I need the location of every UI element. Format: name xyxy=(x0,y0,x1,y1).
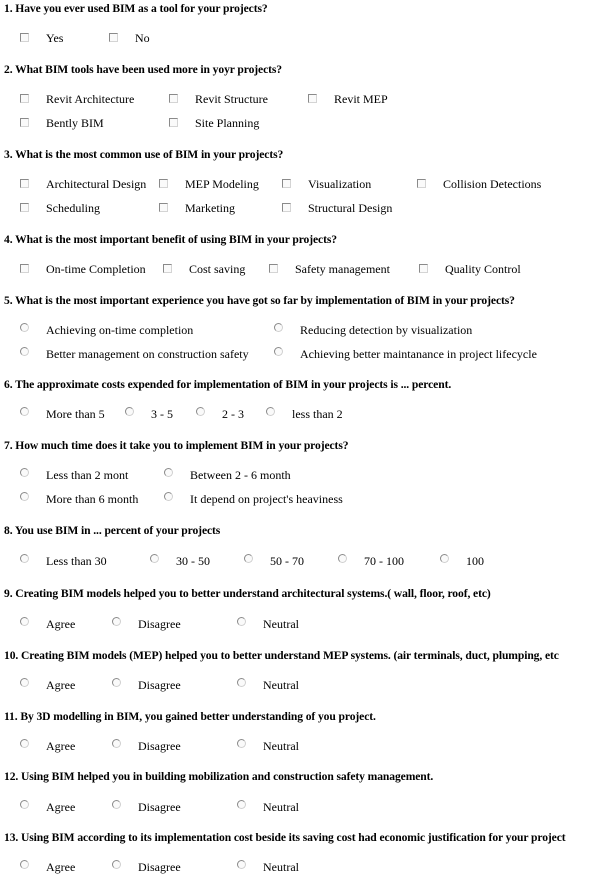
checkbox-icon[interactable] xyxy=(282,203,291,212)
checkbox-q4-safety-management[interactable]: Safety management xyxy=(269,262,390,276)
radio-q8-70-100[interactable]: 70 - 100 xyxy=(338,554,404,568)
radio-q6-less-than-2[interactable]: less than 2 xyxy=(266,407,343,421)
radio-q10-agree[interactable]: Agree xyxy=(20,678,75,692)
radio-q8-less-than-30[interactable]: Less than 30 xyxy=(20,554,107,568)
checkbox-q4-cost-saving[interactable]: Cost saving xyxy=(163,262,245,276)
radio-icon[interactable] xyxy=(20,323,29,332)
question-6-title: 6. The approximate costs expended for implementation of BIM in your projects is ... percent. xyxy=(4,378,452,391)
radio-icon[interactable] xyxy=(20,468,29,477)
radio-q13-neutral[interactable]: Neutral xyxy=(237,860,299,874)
radio-q5-reducing-detection[interactable]: Reducing detection by visualization xyxy=(274,323,472,337)
radio-q7-depends[interactable]: It depend on project's heaviness xyxy=(164,492,343,506)
checkbox-q2-revit-structure[interactable]: Revit Structure xyxy=(169,92,268,106)
checkbox-icon[interactable] xyxy=(20,118,29,127)
question-4-title: 4. What is the most important benefit of using BIM in your projects? xyxy=(4,233,337,246)
question-10-title: 10. Creating BIM models (MEP) helped you to better understand MEP systems. (air terminals, duct, plumping, etc xyxy=(4,649,559,662)
radio-icon[interactable] xyxy=(20,860,29,869)
checkbox-icon[interactable] xyxy=(109,33,118,42)
checkbox-icon[interactable] xyxy=(20,203,29,212)
radio-q11-agree[interactable]: Agree xyxy=(20,739,75,753)
radio-icon[interactable] xyxy=(125,407,134,416)
radio-q9-disagree[interactable]: Disagree xyxy=(112,617,181,631)
radio-q10-disagree[interactable]: Disagree xyxy=(112,678,181,692)
radio-icon[interactable] xyxy=(112,860,121,869)
checkbox-icon[interactable] xyxy=(169,118,178,127)
checkbox-icon[interactable] xyxy=(20,94,29,103)
checkbox-icon[interactable] xyxy=(419,264,428,273)
radio-q6-2-3[interactable]: 2 - 3 xyxy=(196,407,244,421)
radio-q6-more-than-5[interactable]: More than 5 xyxy=(20,407,105,421)
radio-icon[interactable] xyxy=(196,407,205,416)
radio-q11-disagree[interactable]: Disagree xyxy=(112,739,181,753)
radio-icon[interactable] xyxy=(20,678,29,687)
checkbox-q2-site-planning[interactable]: Site Planning xyxy=(169,116,259,130)
checkbox-icon[interactable] xyxy=(308,94,317,103)
checkbox-q3-architectural-design[interactable]: Architectural Design xyxy=(20,177,146,191)
question-8-title: 8. You use BIM in ... percent of your projects xyxy=(4,524,221,537)
radio-icon[interactable] xyxy=(244,554,253,563)
radio-icon[interactable] xyxy=(440,554,449,563)
question-3-title: 3. What is the most common use of BIM in your projects? xyxy=(4,148,284,161)
checkbox-icon[interactable] xyxy=(20,264,29,273)
checkbox-icon[interactable] xyxy=(163,264,172,273)
radio-q5-maintanance[interactable]: Achieving better maintanance in project lifecycle xyxy=(274,347,537,361)
radio-q12-neutral[interactable]: Neutral xyxy=(237,800,299,814)
radio-q6-3-5[interactable]: 3 - 5 xyxy=(125,407,173,421)
radio-q7-more-than-6[interactable]: More than 6 month xyxy=(20,492,138,506)
checkbox-q3-structural-design[interactable]: Structural Design xyxy=(282,201,392,215)
radio-icon[interactable] xyxy=(164,492,173,501)
checkbox-q1-no[interactable]: No xyxy=(109,31,150,45)
radio-icon[interactable] xyxy=(338,554,347,563)
checkbox-q3-scheduling[interactable]: Scheduling xyxy=(20,201,100,215)
radio-icon[interactable] xyxy=(20,739,29,748)
question-5-title: 5. What is the most important experience you have got so far by implementation of BIM in your projects? xyxy=(4,294,515,307)
radio-q8-100[interactable]: 100 xyxy=(440,554,484,568)
radio-icon[interactable] xyxy=(112,800,121,809)
radio-icon[interactable] xyxy=(266,407,275,416)
checkbox-icon[interactable] xyxy=(269,264,278,273)
checkbox-icon[interactable] xyxy=(20,179,29,188)
checkbox-q3-collision-detections[interactable]: Collision Detections xyxy=(417,177,541,191)
checkbox-q3-visualization[interactable]: Visualization xyxy=(282,177,371,191)
radio-icon[interactable] xyxy=(20,407,29,416)
radio-q9-neutral[interactable]: Neutral xyxy=(237,617,299,631)
radio-q7-less-than-2[interactable]: Less than 2 mont xyxy=(20,468,128,482)
radio-q5-safety[interactable]: Better management on construction safety xyxy=(20,347,249,361)
radio-icon[interactable] xyxy=(237,678,246,687)
radio-icon[interactable] xyxy=(237,739,246,748)
radio-icon[interactable] xyxy=(112,617,121,626)
radio-icon[interactable] xyxy=(164,468,173,477)
checkbox-q2-bently-bim[interactable]: Bently BIM xyxy=(20,116,104,130)
radio-icon[interactable] xyxy=(237,800,246,809)
checkbox-q3-mep-modeling[interactable]: MEP Modeling xyxy=(159,177,259,191)
radio-icon[interactable] xyxy=(274,323,283,332)
question-13-title: 13. Using BIM according to its implementation cost beside its saving cost had economic justification for your project xyxy=(4,831,566,844)
question-7-title: 7. How much time does it take you to implement BIM in your projects? xyxy=(4,439,349,452)
checkbox-q4-on-time-completion[interactable]: On-time Completion xyxy=(20,262,146,276)
radio-q12-disagree[interactable]: Disagree xyxy=(112,800,181,814)
radio-icon[interactable] xyxy=(20,554,29,563)
radio-icon[interactable] xyxy=(20,347,29,356)
question-11-title: 11. By 3D modelling in BIM, you gained better understanding of you project. xyxy=(4,710,376,723)
checkbox-icon[interactable] xyxy=(20,33,29,42)
radio-icon[interactable] xyxy=(20,492,29,501)
checkbox-icon[interactable] xyxy=(159,179,168,188)
radio-icon[interactable] xyxy=(20,800,29,809)
radio-icon[interactable] xyxy=(237,860,246,869)
radio-q9-agree[interactable]: Agree xyxy=(20,617,75,631)
question-9-title: 9. Creating BIM models helped you to better understand architectural systems.( wall, floor, roof, etc) xyxy=(4,587,491,600)
radio-q10-neutral[interactable]: Neutral xyxy=(237,678,299,692)
radio-q12-agree[interactable]: Agree xyxy=(20,800,75,814)
question-12-title: 12. Using BIM helped you in building mobilization and construction safety management. xyxy=(4,770,434,783)
radio-q13-disagree[interactable]: Disagree xyxy=(112,860,181,874)
radio-q7-between-2-6[interactable]: Between 2 - 6 month xyxy=(164,468,291,482)
radio-q13-agree[interactable]: Agree xyxy=(20,860,75,874)
radio-q8-50-70[interactable]: 50 - 70 xyxy=(244,554,304,568)
checkbox-q2-revit-architecture[interactable]: Revit Architecture xyxy=(20,92,134,106)
checkbox-icon[interactable] xyxy=(282,179,291,188)
radio-q5-on-time[interactable]: Achieving on-time completion xyxy=(20,323,193,337)
checkbox-q1-yes[interactable]: Yes xyxy=(20,31,63,45)
checkbox-q4-quality-control[interactable]: Quality Control xyxy=(419,262,521,276)
checkbox-q3-marketing[interactable]: Marketing xyxy=(159,201,235,215)
checkbox-icon[interactable] xyxy=(169,94,178,103)
radio-q11-neutral[interactable]: Neutral xyxy=(237,739,299,753)
checkbox-q2-revit-mep[interactable]: Revit MEP xyxy=(308,92,388,106)
radio-icon[interactable] xyxy=(150,554,159,563)
radio-icon[interactable] xyxy=(274,347,283,356)
question-1-title: 1. Have you ever used BIM as a tool for your projects? xyxy=(4,2,268,15)
radio-icon[interactable] xyxy=(112,739,121,748)
question-2-title: 2. What BIM tools have been used more in yoyr projects? xyxy=(4,63,283,76)
radio-q8-30-50[interactable]: 30 - 50 xyxy=(150,554,210,568)
checkbox-icon[interactable] xyxy=(159,203,168,212)
radio-icon[interactable] xyxy=(237,617,246,626)
radio-icon[interactable] xyxy=(112,678,121,687)
checkbox-icon[interactable] xyxy=(417,179,426,188)
radio-icon[interactable] xyxy=(20,617,29,626)
